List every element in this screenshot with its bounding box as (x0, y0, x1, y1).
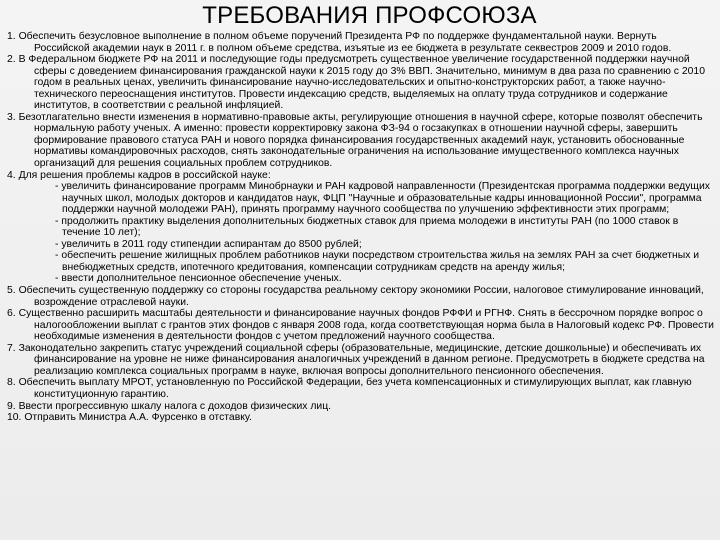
item-text: Обеспечить выплату МРОТ, установленную по Российской Федерации, без учета компенсационных и стимулирующих выплат, как главную конституционную гарантию. (18, 377, 692, 400)
item-number: 5. (7, 285, 16, 297)
item-number: 2. (7, 54, 16, 66)
item-text: Обеспечить существенную поддержку со стороны государства реальному сектору экономики России, налоговое стимулирование инноваций, возрождение отраслевой науки. (18, 285, 704, 308)
list-item (7, 54, 714, 112)
item-text: Существенно расширить масштабы деятельности и финансирование научных фондов РФФИ и РГНФ. Снять в бессрочном порядке вопрос о налогообложении выплат с грантов этих фондов с января 2008 года, когда соответствующая норма была в Налоговый кодекс РФ. Провести необходимые изменения в деятельности фондов с учетом предложений научного сообщества. (18, 308, 714, 343)
item-number: 9. (7, 400, 16, 412)
item-text: Ввести прогрессивную шкалу налога с доходов физических лиц. (18, 400, 332, 412)
sub-item: - продолжить практику выделения дополнительных бюджетных ставок для приема молодежи в институты РАН (по 1000 ставок в течение 10 лет); (55, 215, 679, 239)
list-item (7, 308, 714, 343)
item-number: 7. (7, 342, 16, 354)
item-text: Безотлагательно внести изменения в нормативно-правовые акты, регулирующие отношения в научной сфере, которые позволят обеспечить нормальную работу ученых. А именно: провести корректировку закона ФЗ-94 о госзакупках в отношении научной сферы, завершить формирование правового статуса РАН и нового порядка финансирования государственных академий наук, установить обоснованные нормативы командировочных расходов, снять законодательные ограничения на использование имущественного комплекса научных организаций для решения социальных проблем сотрудников. (18, 111, 703, 170)
list-item (7, 377, 714, 400)
item-number: 1. (7, 31, 16, 42)
item-text: Обеспечить безусловное выполнение в полном объеме поручений Президента РФ по поддержке фундаментальной науки. Вернуть Российской академии наук в 2011 г. в полном объеме средства, изъятые из ее бюджета в результате секвестров 2009 и 2010 годов. (18, 31, 672, 54)
list-item (7, 412, 714, 424)
item-number: 10. (7, 412, 22, 424)
item-number: 3. (7, 111, 16, 123)
item-number: 6. (7, 308, 16, 320)
sub-item: - обеспечить решение жилищных проблем работников науки посредством строительства жилья на землях РАН за счет бюджетных и внебюджетных средств, ипотечного кредитования, компенсации сотрудникам средств на аренду жилья; (55, 250, 700, 273)
list-item (7, 112, 714, 170)
list-item (7, 31, 714, 54)
page-title: ТРЕБОВАНИЯ ПРОФСОЮЗА (202, 2, 537, 29)
list-item (7, 285, 714, 308)
item-text: В Федеральном бюджете РФ на 2011 и последующие годы предусмотреть существенное увеличение государственной поддержки научной сферы с доведением финансирования гражданской науки к 2015 году до 3% ВВП. Значительно, минимум в два раза по сравнению с 2010 годом в реальных ценах, увеличить финансирование научно-исследовательских и опытно-конструкторских работ, а также научно-технического переоснащения институтов. Провести индексацию средств, выделяемых на оплату труда сотрудников и содержание институтов, в соответствии с реальной инфляцией. (18, 54, 705, 112)
demands-list (7, 31, 714, 424)
sub-item: - увеличить финансирование программ Минобрнауки и РАН кадровой направленности (Президентская программа поддержки ведущих научных школ, молодых докторов и кандидатов наук, ФЦП "Научные и образовательные кадры инновационной России", программа поддержки научной молодежи РАН), принять программу научного сообщества по улучшению эффективности этих программ; (55, 181, 710, 216)
list-item (7, 343, 714, 378)
item-number: 8. (7, 377, 16, 389)
item-text: Для решения проблемы кадров в российской науке: (18, 169, 271, 181)
sub-item: - ввести дополнительное пенсионное обеспечение ученых. (55, 273, 342, 285)
item-text: Отправить Министра А.А. Фурсенко в отставку. (24, 412, 252, 424)
sub-item: - увеличить в 2011 году стипендии аспирантам до 8500 рублей; (55, 238, 362, 250)
item-text: Законодательно закрепить статус учреждений социальной сферы (образовательные, медицинские, детские дошкольные) и обеспечивать их финансирование на уровне не ниже финансирования аналогичных учреждений в данном регионе. Предусмотреть в бюджете средства на реализацию комплекса социальных программ в науке, включая вопросы дополнительного пенсионного обеспечения. (18, 342, 705, 377)
list-item (7, 401, 714, 413)
item-number: 4. (7, 169, 16, 181)
list-item (7, 170, 714, 182)
